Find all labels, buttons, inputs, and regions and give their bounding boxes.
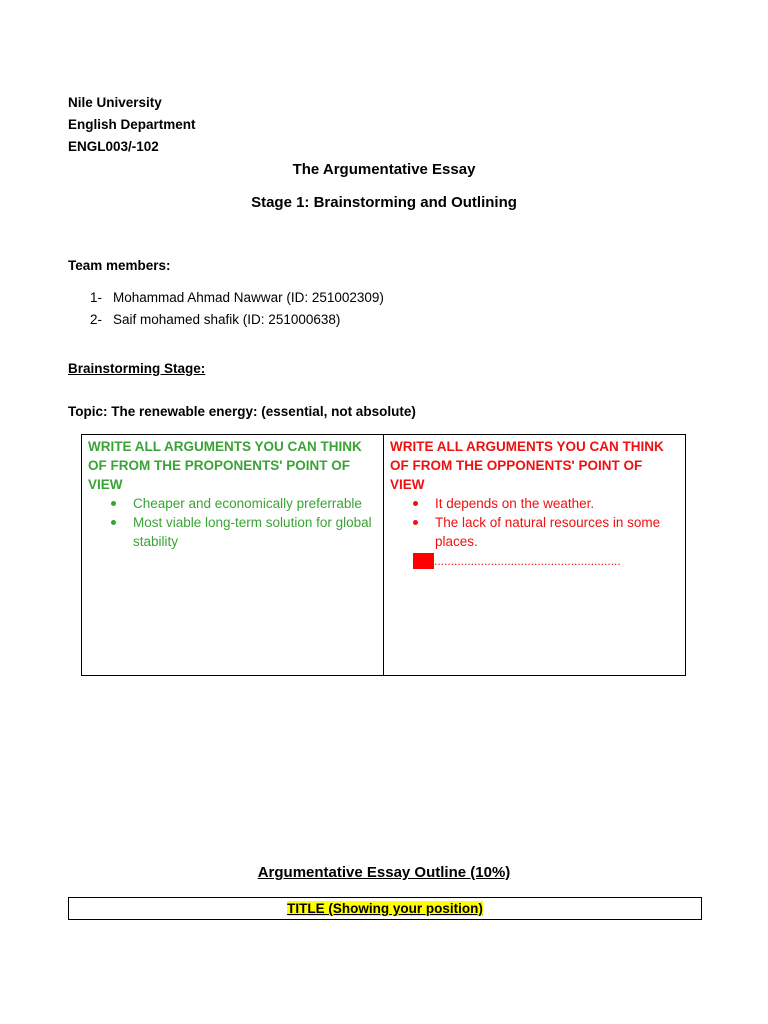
opponents-list [390, 494, 679, 551]
team-members-list [90, 287, 384, 331]
brainstorming-label: Brainstorming Stage: [68, 361, 206, 376]
outline-title: Argumentative Essay Outline (10%) [257, 864, 511, 881]
university-name: Nile University [68, 95, 162, 110]
opponents-heading: WRITE ALL ARGUMENTS YOU CAN THINK OF FROM THE OPPONENTS' POINT OF VIEW [390, 439, 664, 492]
dotted-line: ........................................................ [434, 554, 621, 568]
list-item: It depends on the weather. [435, 494, 679, 513]
opponents-column [384, 435, 685, 675]
stage-title: Stage 1: Brainstorming and Outlining [251, 194, 517, 211]
title-box [68, 897, 702, 920]
red-marker [413, 553, 434, 569]
list-item: Cheaper and economically preferrable [133, 494, 377, 513]
member-text: Saif mohamed shafik (ID: 251000638) [113, 312, 341, 327]
team-member [90, 287, 384, 309]
team-members-label: Team members: [68, 258, 171, 273]
proponents-column [82, 435, 384, 675]
team-member [90, 309, 384, 331]
member-text: Mohammad Ahmad Nawwar (ID: 251002309) [113, 290, 384, 305]
proponents-heading: WRITE ALL ARGUMENTS YOU CAN THINK OF FROM THE PROPONENTS' POINT OF VIEW [88, 439, 362, 492]
course-code: ENGL003/-102 [68, 139, 159, 154]
essay-title: The Argumentative Essay [292, 161, 476, 178]
topic-line: Topic: The renewable energy: (essential, not absolute) [68, 404, 416, 419]
member-number: 2- [90, 312, 103, 327]
list-item: The lack of natural resources in some places. [435, 513, 679, 551]
proponents-list [88, 494, 377, 551]
list-item: Most viable long-term solution for global stability [133, 513, 377, 551]
title-prompt: TITLE (Showing your position) [287, 901, 483, 916]
placeholder-line [413, 552, 679, 570]
arguments-table [81, 434, 686, 676]
member-number: 1- [90, 290, 103, 305]
department-name: English Department [68, 117, 196, 132]
